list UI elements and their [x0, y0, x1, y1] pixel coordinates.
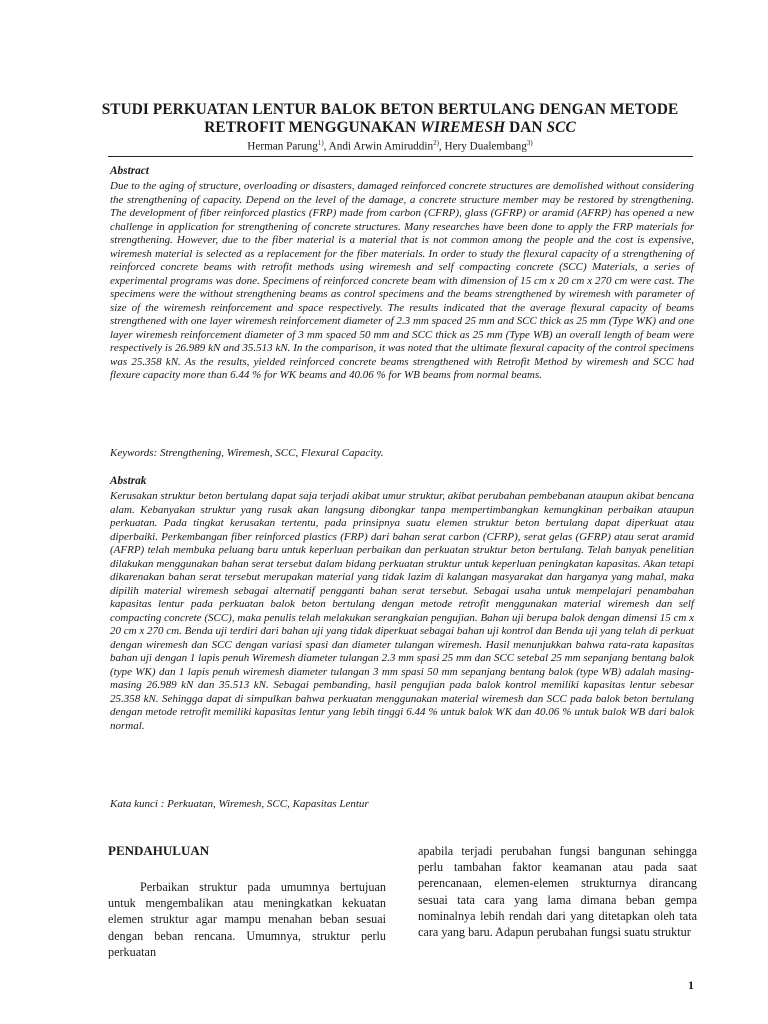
abstrak-body: Kerusakan struktur beton bertulang dapat saja terjadi akibat umur struktur, akibat perubahan pembebanan ataupun akibat bencana alam. Kebanyakan struktur yang rusak akan langsung dibongkar tanpa mempertimbangkan kemungkinan perbaikan ataupun perkuatan. Pada tingkat kerusakan tertentu, pada prinsipnya suatu elemen struktur beton bertulang dapat diperkuat atau diperbaiki. Perkembangan fiber reinforced plastics (FRP) dari bahan serat carbon (CFRP), serat gelas (GFRP) atau serat aramid (AFRP) telah membuka peluang baru untuk keperluan perbaikan dan perkuatan struktur beton bertulang. Telah banyak penelitian dilakukan menggunakan bahan serat tersebut dalam bidang perkuatan struktur untuk keperluan peningkatan kapasitas. Akan tetapi dikarenakan bahan serat tersebut merupakan material yang tidak lazim di kalangan masyarakat dan harganya yang mahal, maka dipilih material wiremesh sebagai alternatif pengganti bahan serat tersebut. Sebagai usaha untuk mempelajari penambahan kapasitas lentur pada perkuatan balok beton bertulang dengan metode retrofit menggunakan material wiremesh dan self compacting concrete (SCC), maka penulis telah melakukan serangkaian pengujian. Bahan uji berupa balok dengan dimensi 15 cm x 20 cm x 270 cm. Benda uji terdiri dari bahan uji yang tidak diperkuat sebagai bahan uji kontrol dan Benda uji yang telah di perkuat dengan wiremesh dan SCC dengan variasi spasi dan diameter tulangan wiremesh. Hasil menunjukkan bahwa rata-rata kapasitas bahan uji dengan 1 lapis penuh Wiremesh diameter tulangan 2.3 mm spasi 25 mm dan SCC setebal 25 mm sepanjang bentang balok (type WK) dan 1 lapis penuh wiremesh diameter tulangan 3 mm spasi 50 mm sepanjang bentang balok (type WB) adalah masing-masing 26.989 kN dan 35.513 kN. Sebagai pembanding, hasil pengujian pada balok kontrol memiliki kapasitas lentur sebesar 25.358 kN. Sehingga dapat di simpulkan bahwa perkuatan menggunakan material wiremesh dan SCC pada balok beton bertulang dengan metode retrofit memiliki kapasitas lentur yang lebih tinggi 6.44 % untuk balok WK dan 40.06 % untuk balok WB dari balok normal.: [110, 490, 694, 732]
author-3: , Hery Dualembang: [438, 140, 527, 153]
title-line-2: [90, 119, 690, 137]
page-number: 1: [688, 978, 694, 992]
author-2: , Andi Arwin Amiruddin: [323, 140, 434, 153]
intro-paragraph-right: apabila terjadi perubahan fungsi bangunan sehingga perlu tambahan faktor keamanan atau pada saat perencanaan, elemen-elemen strukturnya dirancang sesuai tata cara yang lama dimana beban gempa nominalnya lebih rendah dari yang ditetapkan oleh tata cara yang baru. Adapun perubahan fungsi suatu struktur: [418, 844, 697, 940]
author-3-affiliation: 3): [526, 139, 533, 147]
abstrak-heading: Abstrak: [110, 475, 147, 487]
author-list: [90, 137, 690, 154]
author-2-affiliation: 2): [433, 139, 439, 147]
author-1: Herman Parung: [247, 140, 318, 153]
right-column: [418, 843, 697, 940]
intro-paragraph-left: Perbaikan struktur pada umumnya bertujuan untuk mengembalikan atau meningkatkan kekuatan elemen struktur agar mampu menahan beban sesuai dengan beban rencana. Umumnya, struktur perlu perkuatan: [108, 880, 386, 959]
title-line-2-mid: DAN: [505, 119, 547, 136]
section-heading-pendahuluan: PENDAHULUAN: [108, 843, 210, 858]
title-wiremesh: WIREMESH: [420, 119, 506, 136]
abstract-body: Due to the aging of structure, overloading or disasters, damaged reinforced concrete structures are demolished without considering the strengthening of capacity. Depend on the level of the damage, a concrete structure member may be restored by strengthening. The development of fiber reinforced plastics (FRP) made from carbon (CFRP), glass (GFRP) or aramid (AFRP) has opened a new challenge in application for strengthening of concrete structures. Many researches have been done to apply the FRP materials for strengthening. However, due to the fiber material is a material that is not common among the people and the cost is expensive, wiremesh material is selected as a replacement for the fiber materials. In order to study the flexural capacity of a strengthening of reinforced concrete beams with retrofit methods using wiremesh and self compacting concrete (SCC) Materials, a series of experimental programs was done. Specimens of reinforced concrete beam with dimension of 15 cm x 20 cm x 270 cm were cast. The specimens were the without strengthening beams as control specimens and the beams strengthened by wiremesh with parameter of size of the wiremesh reinforcement and space respectively. The results indicated that the average flexural capacity of beams strengthened with one layer wiremesh reinforcement diameter of 2.3 mm spaced 25 mm and SCC thick as 25 mm (Type WK) and one layer wiremesh reinforcement diameter of 3 mm spaced 50 mm and SCC thick as 25 mm (Type WB) an overall length of beam were respectively is 26.989 kN and 35.513 kN. In the comparison, it was noted that the ultimate flexural capacity of the control specimens was 25.358 kN. As the results, yielded reinforced concrete beams strengthened with Retrofit Method by wiremesh and SCC had flexure capacity more than 6.44 % for WK beams and 40.06 % for WB beams from normal beams.: [110, 180, 694, 381]
abstrak-keywords: Kata kunci : Perkuatan, Wiremesh, SCC, Kapasitas Lentur: [110, 798, 369, 810]
left-column: [108, 843, 386, 960]
abstract-keywords: Keywords: Strengthening, Wiremesh, SCC, Flexural Capacity.: [110, 447, 384, 459]
header-rule: [108, 156, 693, 157]
abstract-heading: Abstract: [110, 165, 149, 177]
paper-title: [90, 101, 690, 137]
title-line-2-start: RETROFIT MENGGUNAKAN: [204, 119, 421, 136]
title-scc: SCC: [546, 119, 576, 136]
author-1-affiliation: 1): [317, 139, 324, 147]
title-line-1: STUDI PERKUATAN LENTUR BALOK BETON BERTULANG DENGAN METODE: [101, 101, 679, 118]
